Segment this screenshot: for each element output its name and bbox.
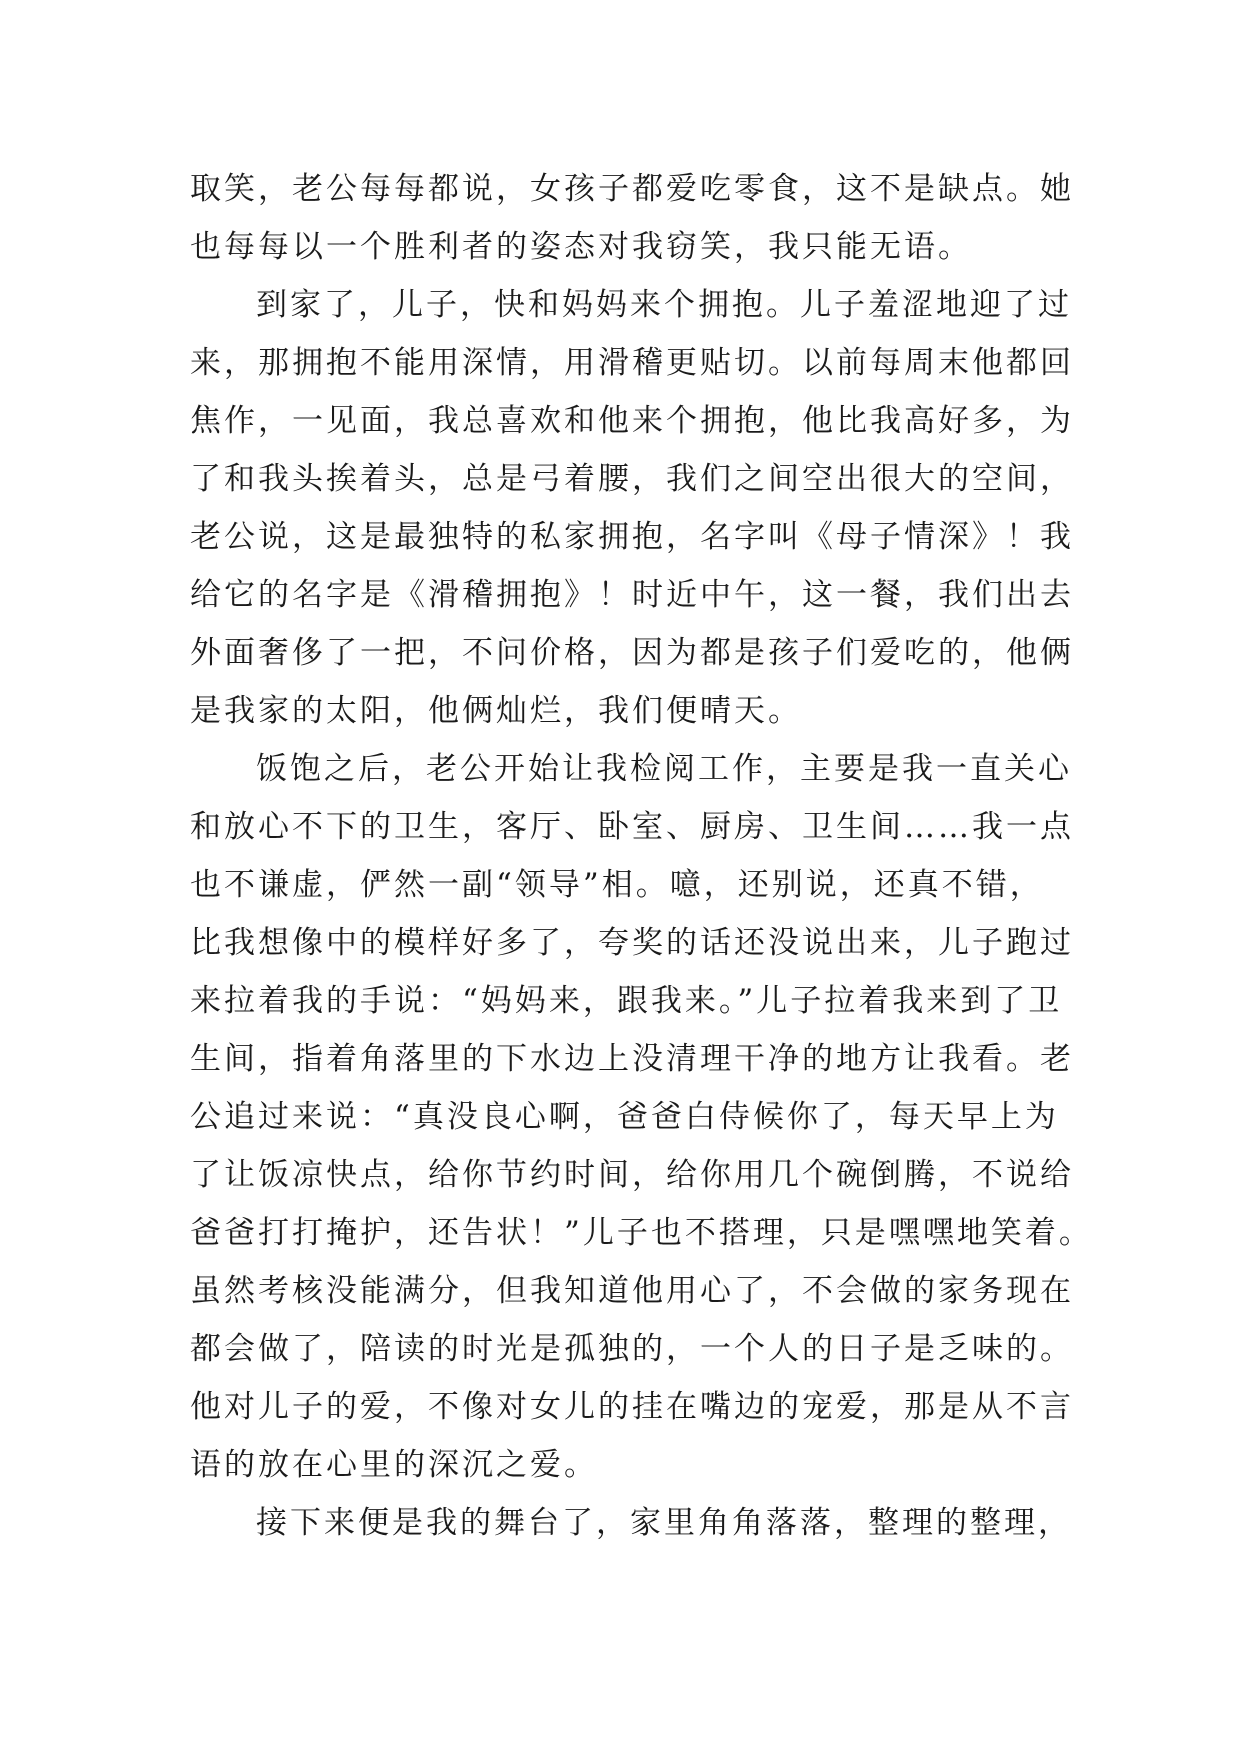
text-line: 是我家的太阳，他俩灿烂，我们便晴天。: [190, 693, 802, 729]
text-line: 给它的名字是《滑稽拥抱》！时近中午，这一餐，我们出去: [190, 577, 1074, 613]
text-line: 都会做了，陪读的时光是孤独的，一个人的日子是乏味的。: [190, 1331, 1074, 1367]
text-line: 和放心不下的卫生，客厅、卧室、厨房、卫生间……我一点: [190, 809, 1074, 845]
text-line: 语的放在心里的深沉之爱。: [190, 1447, 598, 1483]
text-line: 到家了，儿子，快和妈妈来个拥抱。儿子羞涩地迎了过: [256, 287, 1072, 323]
text-line: 也不谦虚，俨然一副“领导”相。噫，还别说，还真不错，: [190, 867, 1044, 903]
text-line: 来拉着我的手说：“妈妈来，跟我来。”儿子拉着我来到了卫: [190, 983, 1063, 1019]
text-line: 接下来便是我的舞台了，家里角角落落，整理的整理，: [256, 1505, 1072, 1541]
text-line: 外面奢侈了一把，不问价格，因为都是孩子们爱吃的，他俩: [190, 635, 1074, 671]
text-line: 老公说，这是最独特的私家拥抱，名字叫《母子情深》！我: [190, 519, 1074, 555]
text-line: 也每每以一个胜利者的姿态对我窃笑，我只能无语。: [190, 229, 972, 265]
text-line: 了让饭凉快点，给你节约时间，给你用几个碗倒腾，不说给: [190, 1157, 1074, 1193]
text-line: 公追过来说：“真没良心啊，爸爸白侍候你了，每天早上为: [190, 1099, 1059, 1135]
text-line: 饭饱之后，老公开始让我检阅工作，主要是我一直关心: [256, 751, 1072, 787]
text-line: 取笑，老公每每都说，女孩子都爱吃零食，这不是缺点。她: [190, 171, 1074, 207]
text-line: 焦作，一见面，我总喜欢和他来个拥抱，他比我高好多，为: [190, 403, 1074, 439]
body-text: [190, 160, 1093, 1552]
text-line: 爸爸打打掩护，还告状！”儿子也不搭理，只是嘿嘿地笑着。: [190, 1215, 1093, 1251]
text-line: 比我想像中的模样好多了，夸奖的话还没说出来，儿子跑过: [190, 925, 1074, 961]
text-line: 虽然考核没能满分，但我知道他用心了，不会做的家务现在: [190, 1273, 1074, 1309]
text-line: 他对儿子的爱，不像对女儿的挂在嘴边的宠爱，那是从不言: [190, 1389, 1074, 1425]
text-line: 了和我头挨着头，总是弓着腰，我们之间空出很大的空间，: [190, 461, 1074, 497]
text-line: 生间，指着角落里的下水边上没清理干净的地方让我看。老: [190, 1041, 1074, 1077]
text-line: 来，那拥抱不能用深情，用滑稽更贴切。以前每周末他都回: [190, 345, 1074, 381]
